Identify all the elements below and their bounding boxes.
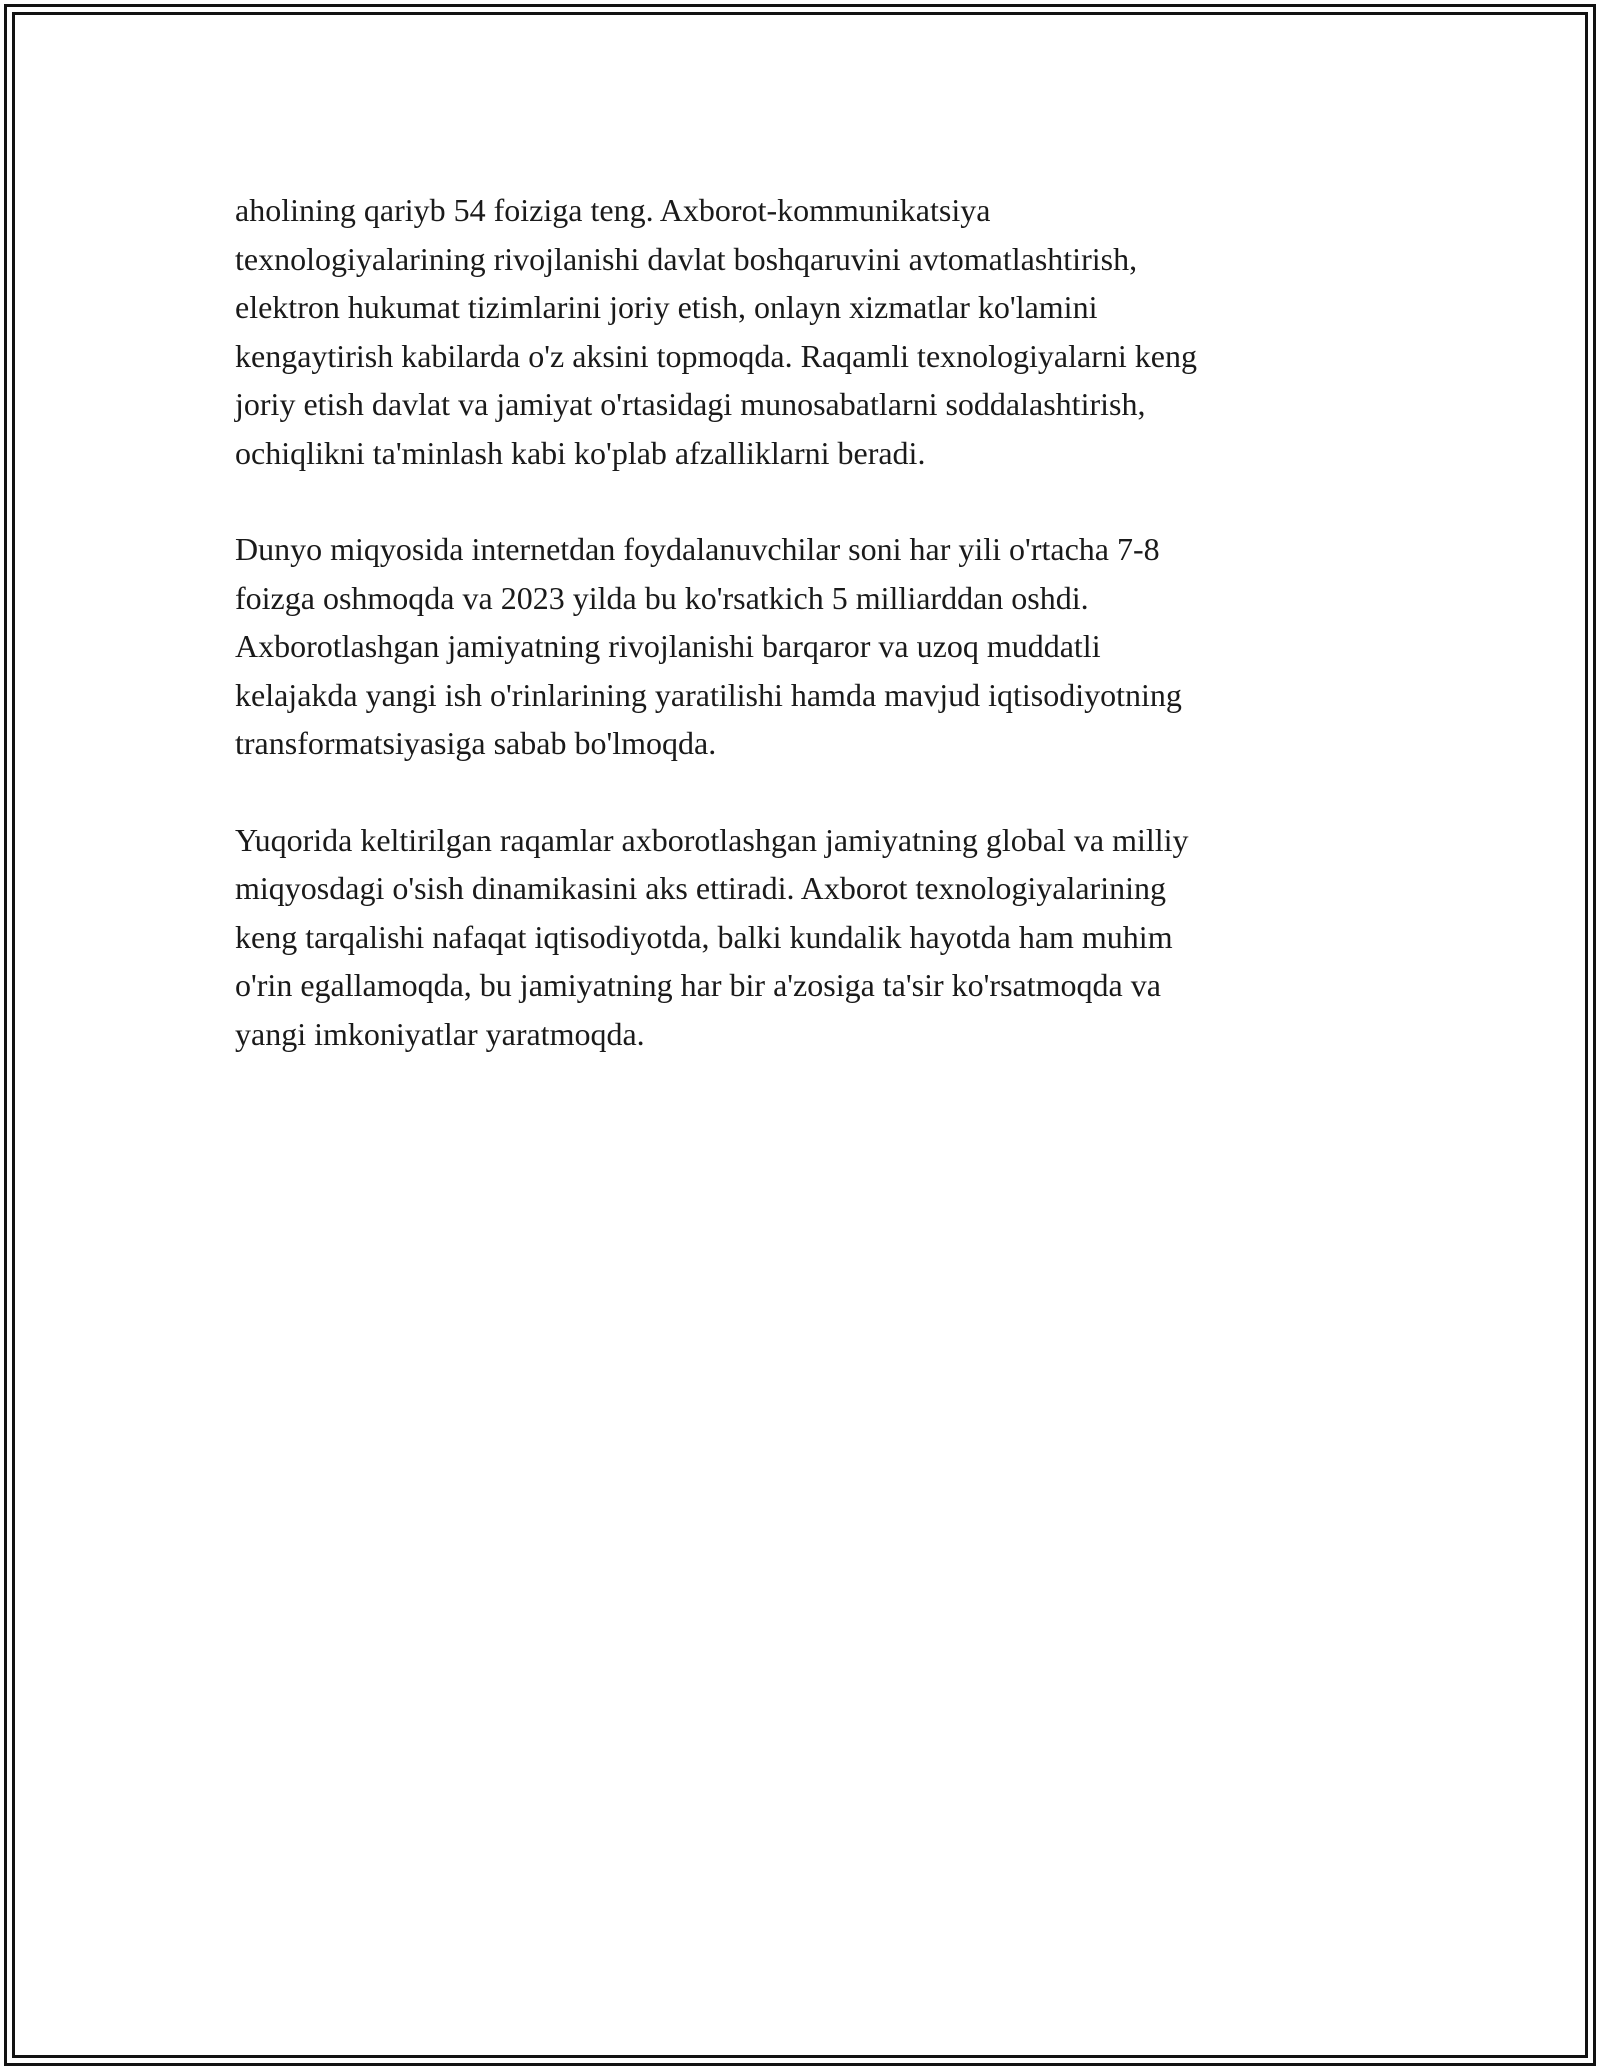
text-line: yangi imkoniyatlar yaratmoqda. bbox=[235, 1015, 645, 1052]
text-line: elektron hukumat tizimlarini joriy etish, onlayn xizmatlar ko'lamini bbox=[235, 289, 1098, 325]
text-line: Yuqorida keltirilgan raqamlar axborotlashgan jamiyatning global va milliy bbox=[235, 821, 1189, 858]
text-line: transformatsiyasiga sabab bo'lmoqda. bbox=[235, 725, 717, 761]
text-line: miqyosdagi o'sish dinamikasini aks ettiradi. Axborot texnologiyalarining bbox=[235, 870, 1166, 906]
text-line: ochiqlikni ta'minlash kabi ko'plab afzalliklarni beradi. bbox=[235, 434, 926, 471]
text-line: keng tarqalishi nafaqat iqtisodiyotda, balki kundalik hayotda ham muhim bbox=[235, 918, 1173, 955]
text-line: aholining qariyb 54 foiziga teng. Axborot-kommunikatsiya bbox=[235, 192, 991, 228]
text-line: joriy etish davlat va jamiyat o'rtasidagi munosabatlarni soddalashtirish, bbox=[235, 386, 1146, 422]
text-line: kengaytirish kabilarda o'z aksini topmoqda. Raqamli texnologiyalarni keng bbox=[235, 337, 1197, 374]
paragraph-3 bbox=[235, 816, 1365, 1059]
text-line: texnologiyalarining rivojlanishi davlat boshqaruvini avtomatlashtirish, bbox=[235, 240, 1138, 277]
text-line: foizga oshmoqda va 2023 yilda bu ko'rsatkich 5 milliarddan oshdi. bbox=[235, 579, 1089, 616]
paragraph-1 bbox=[235, 186, 1365, 477]
text-line: kelajakda yangi ish o'rinlarining yaratilishi hamda mavjud iqtisodiyotning bbox=[235, 676, 1182, 713]
text-line: o'rin egallamoqda, bu jamiyatning har bir a'zosiga ta'sir ko'rsatmoqda va bbox=[235, 967, 1161, 1003]
text-line: Axborotlashgan jamiyatning rivojlanishi barqaror va uzoq muddatli bbox=[235, 628, 1101, 664]
document-body bbox=[235, 186, 1365, 1106]
text-line: Dunyo miqyosida internetdan foydalanuvchilar soni har yili o'rtacha 7-8 bbox=[235, 531, 1160, 567]
paragraph-2 bbox=[235, 525, 1365, 768]
